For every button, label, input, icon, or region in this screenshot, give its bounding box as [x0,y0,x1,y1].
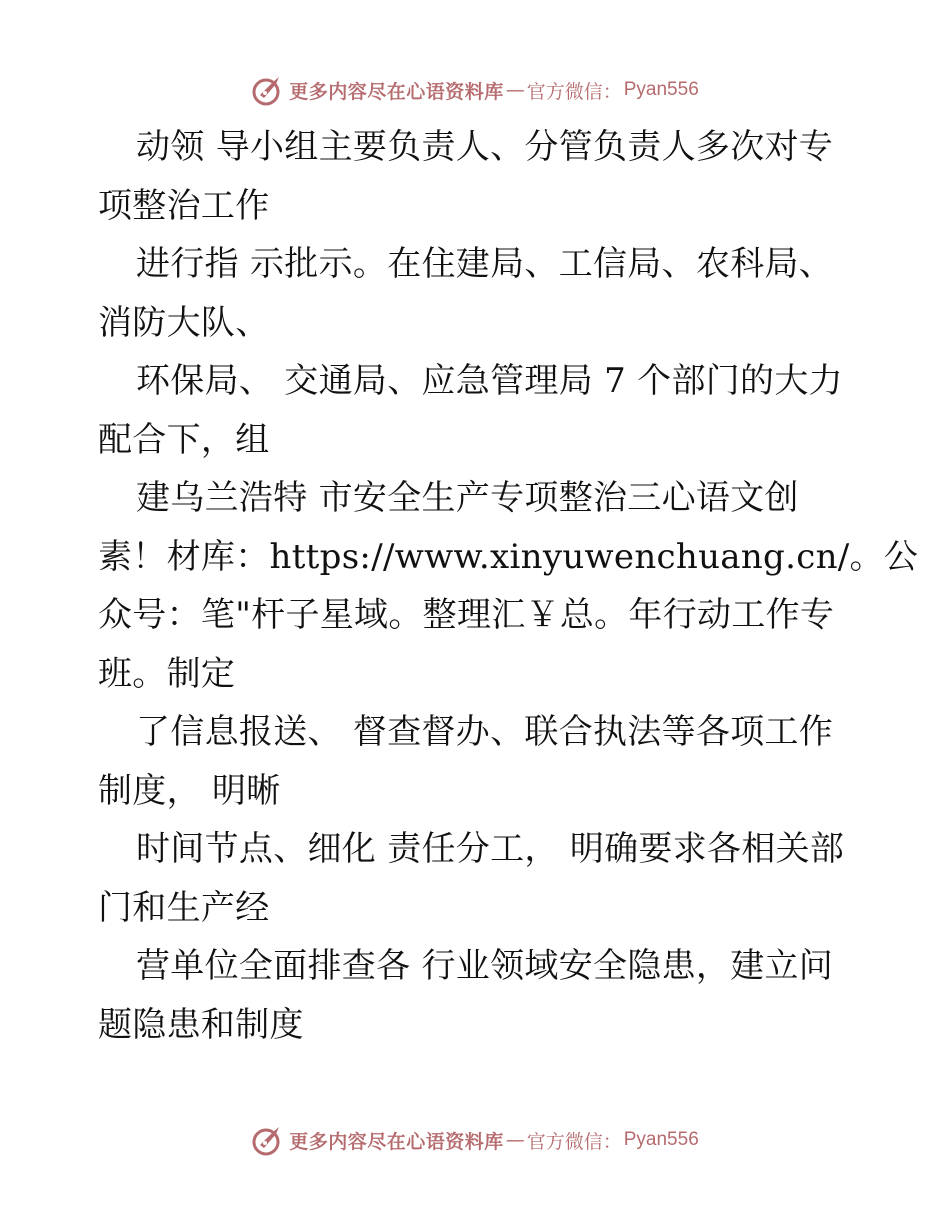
pen-nib-logo-icon [251,1123,285,1157]
paragraph-6-line-1: 时间节点、细化 责任分工， 明确要求各相关部 [136,829,845,869]
paragraph-1-line-2: 项整治工作 [98,185,270,226]
footer-separator: — [505,1129,525,1151]
paragraph-7-line-1: 营单位全面排查各 行业领域安全隐患，建立问 [136,946,834,986]
footer-wechat-id: Pyan556 [623,1129,699,1150]
paragraph-6-line-2: 门和生产经 [98,887,270,928]
paragraph-4-line-3: 众号：笔"杆子星域。整理汇￥总。年行动工作专 [98,595,835,635]
footer-wechat-label: 官方微信： [526,1130,622,1153]
header-wechat-id: Pyan556 [623,79,699,100]
footer-title: 更多内容尽在心语资料库 [289,1130,504,1153]
header-banner [0,70,950,110]
header-title: 更多内容尽在心语资料库 [289,80,504,103]
document-body [98,118,919,1054]
paragraph-5-line-1: 了信息报送、 督查督办、联合执法等各项工作 [136,712,834,752]
header-wechat-label: 官方微信： [526,80,622,103]
paragraph-2-line-2: 消防大队、 [98,302,270,343]
paragraph-2-line-1: 进行指 示批示。在住建局、工信局、农科局、 [136,244,834,284]
footer-banner [0,1120,950,1160]
paragraph-3-line-2: 配合下，组 [98,419,270,460]
paragraph-4-line-2: 素！材库：https://www.xinyuwenchuang.cn/。公 [98,536,919,577]
paragraph-4-line-4: 班。制定 [98,653,236,694]
paragraph-7-line-2: 题隐患和制度 [98,1004,304,1045]
header-separator: — [505,79,525,101]
paragraph-5-line-2: 制度， 明晰 [98,770,281,811]
paragraph-4-line-1: 建乌兰浩特 市安全生产专项整治三心语文创 [136,478,799,518]
paragraph-1-line-1: 动领 导小组主要负责人、分管负责人多次对专 [136,127,834,167]
pen-nib-logo-icon [251,73,285,107]
paragraph-3-line-1: 环保局、 交通局、应急管理局 7 个部门的大力 [136,361,843,401]
